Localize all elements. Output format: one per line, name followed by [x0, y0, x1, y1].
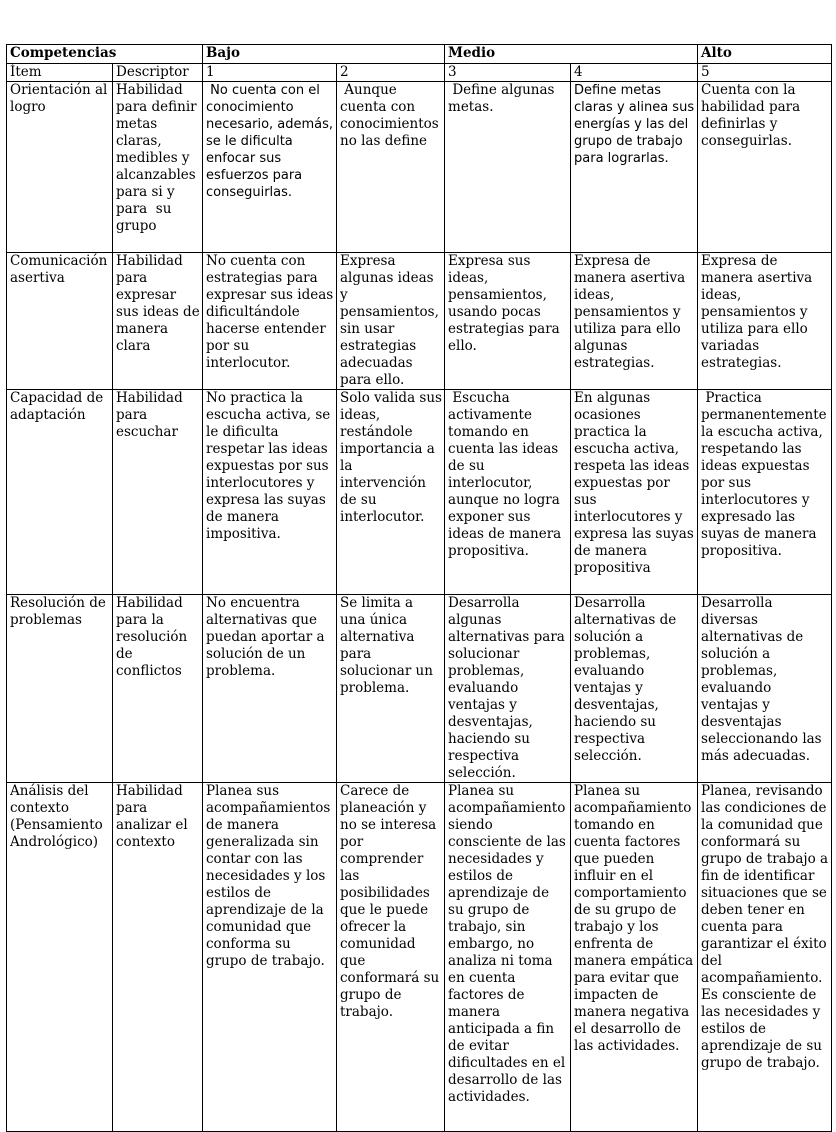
- row-level-2: Se limita a una única alternativa para solucionar un problema.: [337, 595, 445, 783]
- row-descriptor: Habilidad para la resolución de conflictos: [113, 595, 203, 783]
- subheader-level-5: 5: [698, 64, 832, 82]
- competency-rubric-table: [6, 44, 836, 1132]
- table-row: [7, 390, 832, 595]
- row-level-4: Desarrolla alternativas de solución a problemas, evaluando ventajas y desventajas, haciendo su respectiva selección.: [571, 595, 698, 783]
- row-level-2: Expresa algunas ideas y pensamientos, sin usar estrategias adecuadas para ello.: [337, 253, 445, 390]
- row-level-3: Define algunas metas.: [445, 82, 571, 253]
- subheader-descriptor: Descriptor: [113, 64, 203, 82]
- row-item: Resolución de problemas: [7, 595, 113, 783]
- row-level-5: Cuenta con la habilidad para definirlas y conseguirlas.: [698, 82, 832, 253]
- table-row: [7, 595, 832, 783]
- row-item: Comunicación asertiva: [7, 253, 113, 390]
- table-row: [7, 82, 832, 253]
- row-level-2: Aunque cuenta con conocimientos no las define: [337, 82, 445, 253]
- row-descriptor: Habilidad para definir metas claras, medibles y alcanzables para si y para su grupo: [113, 82, 203, 253]
- row-level-4: Define metas claras y alinea sus energías y las del grupo de trabajo para lograrlas.: [571, 82, 698, 253]
- row-level-3: Planea su acompañamiento siendo consciente de las necesidades y estilos de aprendizaje de su grupo de trabajo, sin embargo, no analiza ni toma en cuenta factores de manera anticipada a fin de evitar dificultades en el desarrollo de las actividades.: [445, 783, 571, 1132]
- subheader-level-1: 1: [203, 64, 337, 82]
- subheader-level-4: 4: [571, 64, 698, 82]
- row-descriptor: Habilidad para analizar el contexto: [113, 783, 203, 1132]
- header-row: [7, 45, 832, 64]
- row-level-4: Expresa de manera asertiva ideas, pensamientos y utiliza para ello algunas estrategias.: [571, 253, 698, 390]
- header-competencias: Competencias: [7, 45, 203, 64]
- header-bajo: Bajo: [203, 45, 445, 64]
- row-level-3: Expresa sus ideas, pensamientos, usando pocas estrategias para ello.: [445, 253, 571, 390]
- row-level-1: No practica la escucha activa, se le dificulta respetar las ideas expuestas por sus interlocutores y expresa las suyas de manera impositiva.: [203, 390, 337, 595]
- subheader-level-2: 2: [337, 64, 445, 82]
- row-level-5: Desarrolla diversas alternativas de solución a problemas, evaluando ventajas y desventajas seleccionando las más adecuadas.: [698, 595, 832, 783]
- row-item: Capacidad de adaptación: [7, 390, 113, 595]
- subheader-level-3: 3: [445, 64, 571, 82]
- header-alto: Alto: [698, 45, 832, 64]
- subheader-item: Ítem: [7, 64, 113, 82]
- header-medio: Medio: [445, 45, 698, 64]
- table-row: [7, 783, 832, 1132]
- row-level-4: Planea su acompañamiento tomando en cuenta factores que pueden influir en el comportamiento de su grupo de trabajo y los enfrenta de manera empática para evitar que impacten de manera negativa el desarrollo de las actividades.: [571, 783, 698, 1132]
- row-descriptor: Habilidad para expresar sus ideas de manera clara: [113, 253, 203, 390]
- row-level-2: Solo valida sus ideas, restándole importancia a la intervención de su interlocutor.: [337, 390, 445, 595]
- row-item: Orientación al logro: [7, 82, 113, 253]
- row-level-5: Expresa de manera asertiva ideas, pensamientos y utiliza para ello variadas estrategias.: [698, 253, 832, 390]
- row-level-5: Planea, revisando las condiciones de la comunidad que conformará su grupo de trabajo a fin de identificar situaciones que se deben tener en cuenta para garantizar el éxito del acompañamiento. Es consciente de las necesidades y estilos de aprendizaje de su grupo de trabajo.: [698, 783, 832, 1132]
- row-level-3: Desarrolla algunas alternativas para solucionar problemas, evaluando ventajas y desventajas, haciendo su respectiva selección.: [445, 595, 571, 783]
- row-item: Análisis del contexto (Pensamiento Andrológico): [7, 783, 113, 1132]
- row-level-1: No cuenta con el conocimiento necesario, además, se le dificulta enfocar sus esfuerzos para conseguirlas.: [203, 82, 337, 253]
- row-level-3: Escucha activamente tomando en cuenta las ideas de su interlocutor, aunque no logra exponer sus ideas de manera propositiva.: [445, 390, 571, 595]
- row-level-1: No encuentra alternativas que puedan aportar a solución de un problema.: [203, 595, 337, 783]
- table-row: [7, 253, 832, 390]
- row-level-2: Carece de planeación y no se interesa por comprender las posibilidades que le puede ofrecer la comunidad que conformará su grupo de trabajo.: [337, 783, 445, 1132]
- row-level-4: En algunas ocasiones practica la escucha activa, respeta las ideas expuestas por sus interlocutores y expresa las suyas de manera propositiva: [571, 390, 698, 595]
- subheader-row: [7, 64, 832, 82]
- row-level-1: Planea sus acompañamientos de manera generalizada sin contar con las necesidades y los estilos de aprendizaje de la comunidad que conforma su grupo de trabajo.: [203, 783, 337, 1132]
- row-level-1: No cuenta con estrategias para expresar sus ideas dificultándole hacerse entender por su interlocutor.: [203, 253, 337, 390]
- row-descriptor: Habilidad para escuchar: [113, 390, 203, 595]
- row-level-5: Practica permanentemente la escucha activa, respetando las ideas expuestas por sus interlocutores y expresado las suyas de manera propositiva.: [698, 390, 832, 595]
